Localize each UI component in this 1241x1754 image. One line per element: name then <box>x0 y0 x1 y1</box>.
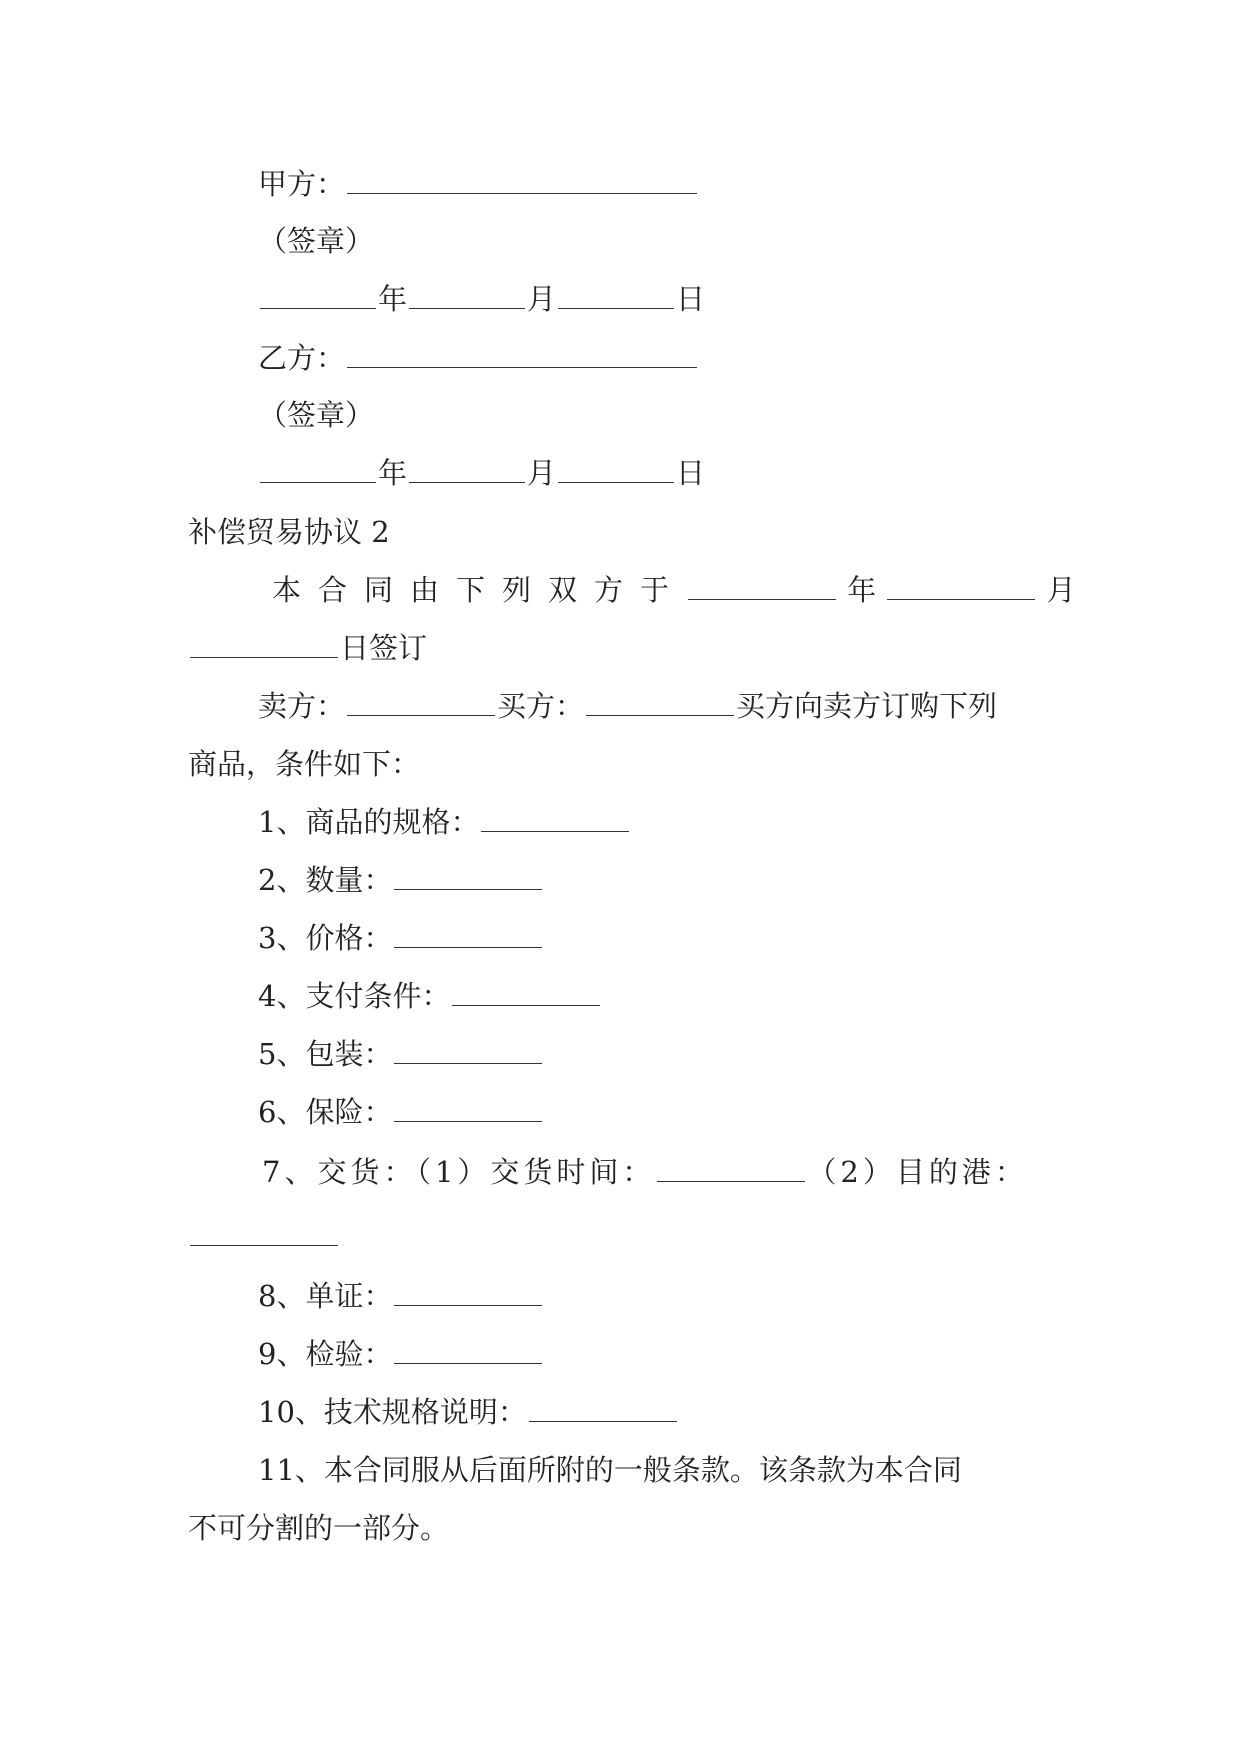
month-blank <box>409 286 525 309</box>
item-line <box>258 1036 544 1072</box>
seller-blank <box>347 693 495 716</box>
item-label: 6、保险： <box>258 1095 393 1129</box>
item-line <box>258 804 631 840</box>
item-label: 9、检验： <box>258 1337 393 1371</box>
party-a-line <box>258 166 699 202</box>
destination-line <box>188 1218 340 1254</box>
agreement-title: 补偿贸易协议 2 <box>188 515 390 549</box>
party-b-blank <box>347 345 697 368</box>
item-line <box>258 920 544 956</box>
item-blank <box>394 867 542 890</box>
item-blank <box>394 1283 542 1306</box>
intro-day-blank <box>190 635 338 658</box>
item-line <box>258 1094 544 1130</box>
item-line <box>258 1394 679 1430</box>
day-label: 日 <box>676 456 706 490</box>
year-label: 年 <box>378 456 408 490</box>
intro-year-blank <box>688 577 836 600</box>
intro-line-2 <box>188 630 427 666</box>
item-line <box>258 1278 544 1314</box>
item-blank <box>394 1041 542 1064</box>
item-label: 2、数量： <box>258 863 393 897</box>
buyer-blank <box>586 693 734 716</box>
item-line <box>258 978 602 1014</box>
delivery-line <box>262 1154 1028 1190</box>
item-blank <box>529 1399 677 1422</box>
intro-line <box>272 572 1076 608</box>
item-line <box>258 1336 544 1372</box>
order-text-2: 商品，条件如下： <box>188 747 421 781</box>
item-label: 10、技术规格说明： <box>258 1395 527 1429</box>
item-line <box>258 862 544 898</box>
seal-b: （签章） <box>258 398 375 432</box>
destination-label: （2）目的港： <box>807 1155 1028 1189</box>
destination-blank <box>190 1223 338 1246</box>
date-a-line <box>258 281 705 317</box>
party-a-blank <box>347 171 697 194</box>
year-blank <box>260 286 376 309</box>
intro-day-label: 日签订 <box>340 631 428 665</box>
day-blank <box>558 286 674 309</box>
item-11-line: 11、本合同服从后面所附的一般条款。该条款为本合同 <box>258 1453 962 1487</box>
party-b-label: 乙方： <box>258 341 346 375</box>
year-blank <box>260 460 376 483</box>
item-blank <box>452 983 600 1006</box>
party-a-label: 甲方： <box>258 167 346 201</box>
intro-month-blank <box>887 577 1035 600</box>
item-label: 3、价格： <box>258 921 393 955</box>
item-blank <box>394 1099 542 1122</box>
intro-month-label: 月 <box>1046 573 1076 607</box>
delivery-time-blank <box>657 1159 805 1182</box>
item-blank <box>394 1341 542 1364</box>
item-label: 4、支付条件： <box>258 979 451 1013</box>
parties-line <box>258 688 997 724</box>
intro-text: 本合同由下列双方于 <box>272 573 687 607</box>
item-blank <box>481 809 629 832</box>
item-label: 5、包装： <box>258 1037 393 1071</box>
month-blank <box>409 460 525 483</box>
month-label: 月 <box>527 282 557 316</box>
item-11-line-2: 不可分割的一部分。 <box>188 1511 450 1545</box>
intro-year-label: 年 <box>847 573 877 607</box>
item-label: 1、商品的规格： <box>258 805 480 839</box>
day-label: 日 <box>676 282 706 316</box>
month-label: 月 <box>527 456 557 490</box>
buyer-label: 买方： <box>497 689 585 723</box>
seller-label: 卖方： <box>258 689 346 723</box>
order-text: 买方向卖方订购下列 <box>736 689 998 723</box>
item-blank <box>394 925 542 948</box>
seal-a: （签章） <box>258 224 375 258</box>
day-blank <box>558 460 674 483</box>
delivery-time-label: 7、交货：（1）交货时间： <box>262 1155 656 1189</box>
item-label: 8、单证： <box>258 1279 393 1313</box>
date-b-line <box>258 455 705 491</box>
party-b-line <box>258 340 699 376</box>
year-label: 年 <box>378 282 408 316</box>
